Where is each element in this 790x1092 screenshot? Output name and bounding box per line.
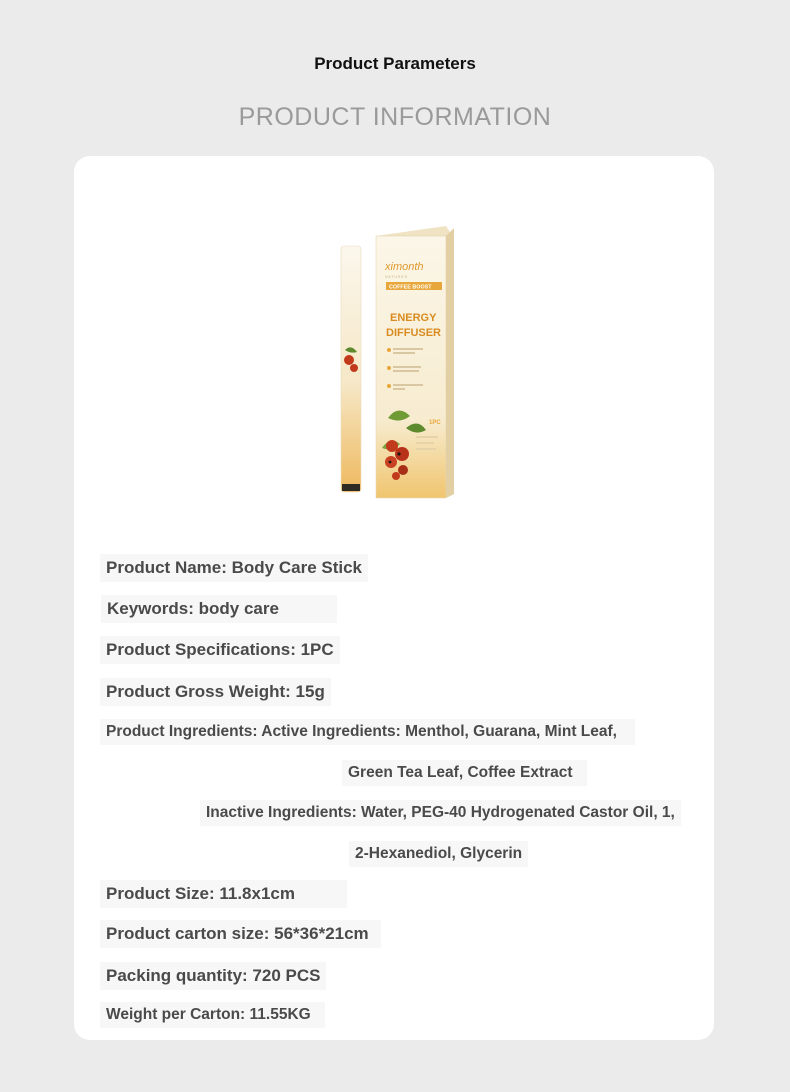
param-ingredients-line-1: Product Ingredients: Active Ingredients: Menthol, Guarana, Mint Leaf, — [100, 719, 635, 745]
param-gross-weight: Product Gross Weight: 15g — [100, 678, 331, 706]
svg-text:COFFEE BOOST: COFFEE BOOST — [389, 284, 432, 291]
param-ingredients-line-3: Inactive Ingredients: Water, PEG-40 Hydrogenated Castor Oil, 1, — [200, 800, 681, 826]
svg-text:N A T U R E S: N A T U R E S — [385, 275, 408, 279]
product-image — [336, 222, 460, 502]
svg-text:ENERGY: ENERGY — [390, 312, 437, 324]
param-ingredients-line-4: 2-Hexanediol, Glycerin — [349, 841, 528, 867]
param-packing-quantity: Packing quantity: 720 PCS — [100, 962, 326, 990]
svg-text:1PC: 1PC — [429, 420, 441, 426]
product-info-card — [74, 156, 714, 1040]
section-title: Product Parameters — [314, 54, 476, 73]
param-product-size: Product Size: 11.8x1cm — [100, 880, 347, 908]
brand-logo: ximonth — [385, 261, 424, 273]
param-keywords: Keywords: body care — [101, 595, 337, 623]
section-subtitle: PRODUCT INFORMATION — [238, 103, 552, 131]
param-specifications: Product Specifications: 1PC — [100, 636, 340, 664]
param-product-name: Product Name: Body Care Stick — [100, 554, 368, 582]
param-carton-size: Product carton size: 56*36*21cm — [100, 920, 381, 948]
param-carton-weight: Weight per Carton: 11.55KG — [100, 1002, 325, 1028]
svg-text:DIFFUSER: DIFFUSER — [386, 327, 441, 339]
param-ingredients-line-2: Green Tea Leaf, Coffee Extract — [342, 760, 587, 786]
